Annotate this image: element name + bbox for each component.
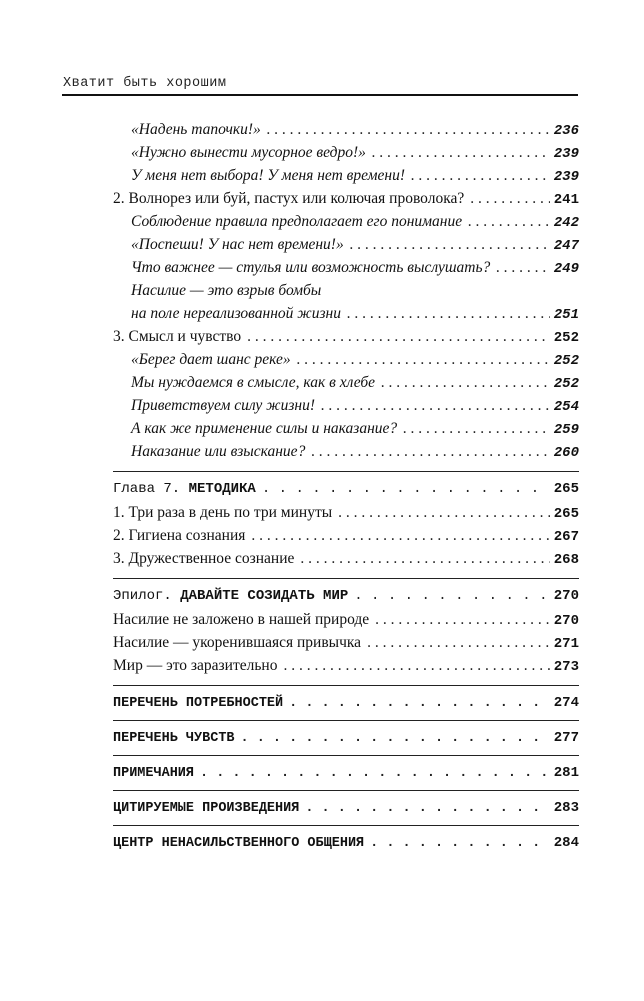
- toc-back-matter-entry[interactable]: [113, 797, 579, 819]
- toc-entry-page: 267: [553, 529, 579, 545]
- section-divider: [113, 790, 579, 791]
- dot-leader: [372, 142, 550, 164]
- toc-entry-title: ПЕРЕЧЕНЬ ПОТРЕБНОСТЕЙ: [113, 696, 284, 711]
- toc-part-entry[interactable]: [113, 525, 579, 547]
- toc-entry[interactable]: [131, 372, 579, 394]
- section-divider: [113, 685, 579, 686]
- toc-entry-title: 3. Смысл и чувство: [113, 328, 242, 345]
- dot-leader: [297, 349, 550, 371]
- toc-entry-page: 254: [553, 399, 579, 415]
- toc-entry-title: ПЕРЕЧЕНЬ ЧУВСТВ: [113, 731, 235, 746]
- dot-leader: [241, 728, 550, 750]
- toc-part-entry[interactable]: [113, 632, 579, 654]
- toc-entry-page: 270: [553, 588, 579, 604]
- section-divider: [113, 471, 579, 472]
- toc-entry-title: А как же применение силы и наказание?: [131, 420, 398, 437]
- toc-back-matter-entry[interactable]: [113, 832, 579, 854]
- toc-entry-title: Мы нуждаемся в смысле, как в хлебе: [131, 374, 376, 391]
- dot-leader: [289, 693, 550, 715]
- dot-leader: [468, 211, 550, 233]
- dot-leader: [496, 257, 550, 279]
- toc-chapter-title: [113, 585, 348, 607]
- toc-entry[interactable]: [131, 418, 579, 440]
- dot-leader: [300, 548, 549, 570]
- header-rule: [62, 94, 578, 96]
- dot-leader: [262, 478, 550, 500]
- toc-entry-title: 2. Волнорез или буй, пастух или колючая проволока?: [113, 190, 465, 207]
- toc-entry-title: 1. Три раза в день по три минуты: [113, 504, 333, 521]
- toc-entry-page: 281: [553, 765, 579, 781]
- toc-entry-title: на поле нереализованной жизни: [131, 305, 341, 322]
- toc-chapter-entry[interactable]: [113, 478, 579, 500]
- toc-entry-title: «Поспеши! У нас нет времени!»: [131, 236, 344, 253]
- running-header: Хватит быть хорошим: [63, 76, 227, 91]
- section-divider: [113, 755, 579, 756]
- toc-entry[interactable]: [131, 119, 579, 141]
- toc-entry-page: 265: [553, 481, 579, 497]
- toc-entry[interactable]: [131, 234, 579, 256]
- toc-entry-page: 265: [553, 506, 579, 522]
- toc-entry-page: 270: [553, 613, 579, 629]
- toc-part-entry[interactable]: [113, 326, 579, 348]
- toc-entry-page: 239: [553, 146, 579, 162]
- dot-leader: [375, 609, 550, 631]
- toc-part-entry[interactable]: [113, 188, 579, 210]
- toc-entry-page: 242: [553, 215, 579, 231]
- toc-entry-page: 241: [553, 192, 579, 208]
- toc-entry-title: Наказание или взыскание?: [131, 443, 306, 460]
- toc-entry-page: 277: [553, 730, 579, 746]
- toc-entry-page: 247: [553, 238, 579, 254]
- toc-entry-title: Соблюдение правила предполагает его понимание: [131, 213, 463, 230]
- toc-entry-page: 236: [553, 123, 579, 139]
- dot-leader: [411, 165, 550, 187]
- dot-leader: [367, 632, 550, 654]
- toc-entry-page: 273: [553, 659, 579, 675]
- toc-entry-title: 3. Дружественное сознание: [113, 550, 295, 567]
- dot-leader: [321, 395, 550, 417]
- chapter-name: МЕТОДИКА: [188, 481, 256, 497]
- dot-leader: [200, 763, 550, 785]
- toc-entry[interactable]: [131, 165, 579, 187]
- toc-entry-title: Что важнее — стулья или возможность выслушать?: [131, 259, 491, 276]
- toc-chapter-title: [113, 478, 256, 500]
- dot-leader: [403, 418, 550, 440]
- chapter-label: Глава 7.: [113, 481, 181, 497]
- toc-entry-page: 252: [553, 376, 579, 392]
- toc-entry[interactable]: [131, 257, 579, 279]
- dot-leader: [251, 525, 549, 547]
- toc-entry-page: 260: [553, 445, 579, 461]
- section-divider: [113, 578, 579, 579]
- toc-entry-title: ЦЕНТР НЕНАСИЛЬСТВЕННОГО ОБЩЕНИЯ: [113, 836, 365, 851]
- dot-leader: [305, 798, 549, 820]
- toc-entry-title: Приветствуем силу жизни!: [131, 397, 315, 414]
- toc-entry[interactable]: [131, 303, 579, 325]
- toc-part-entry[interactable]: [113, 548, 579, 570]
- toc-entry[interactable]: [131, 142, 579, 164]
- toc-entry[interactable]: [131, 395, 579, 417]
- section-divider: [113, 720, 579, 721]
- chapter-name: ДАВАЙТЕ СОЗИДАТЬ МИР: [180, 588, 349, 604]
- dot-leader: [311, 441, 549, 463]
- toc-entry-page: 249: [553, 261, 579, 277]
- dot-leader: [470, 188, 550, 210]
- toc-back-matter-entry[interactable]: [113, 692, 579, 714]
- toc-part-entry[interactable]: [113, 655, 579, 677]
- toc-chapter-entry[interactable]: [113, 585, 579, 607]
- toc-entry-page: 252: [553, 353, 579, 369]
- dot-leader: [338, 502, 550, 524]
- chapter-label: Эпилог.: [113, 588, 172, 604]
- toc-entry-page: 259: [553, 422, 579, 438]
- dot-leader: [354, 585, 550, 607]
- dot-leader: [247, 326, 550, 348]
- toc-entry-title: «Нужно вынести мусорное ведро!»: [131, 144, 366, 161]
- toc-entry-title: Мир — это заразительно: [113, 657, 278, 674]
- toc-entry-page: 283: [553, 800, 579, 816]
- toc-entry-page: 239: [553, 169, 579, 185]
- toc-entry[interactable]: [131, 211, 579, 233]
- toc-entry-page: 274: [553, 695, 579, 711]
- toc-part-entry[interactable]: [113, 609, 579, 631]
- toc-entry-title-line[interactable]: Насилие — это взрыв бомбы: [131, 282, 322, 299]
- dot-leader: [381, 372, 550, 394]
- toc-entry-title: Насилие — укоренившаяся привычка: [113, 634, 362, 651]
- toc-entry-title: Насилие не заложено в нашей природе: [113, 611, 370, 628]
- toc-entry-page: 271: [553, 636, 579, 652]
- dot-leader: [350, 234, 550, 256]
- toc-entry-title: ПРИМЕЧАНИЯ: [113, 766, 195, 781]
- toc-entry-title: У меня нет выбора! У меня нет времени!: [131, 167, 406, 184]
- toc-entry[interactable]: [131, 349, 579, 371]
- toc-entry-title: 2. Гигиена сознания: [113, 527, 246, 544]
- toc-part-entry[interactable]: [113, 502, 579, 524]
- section-divider: [113, 825, 579, 826]
- toc-entry-title: «Надень тапочки!»: [131, 121, 261, 138]
- dot-leader: [347, 303, 550, 325]
- toc-back-matter-entry[interactable]: [113, 727, 579, 749]
- toc-entry-title: «Берег дает шанс реке»: [131, 351, 291, 368]
- toc-entry-page: 268: [553, 552, 579, 568]
- dot-leader: [283, 655, 549, 677]
- dot-leader: [370, 833, 550, 855]
- toc-entry-title: ЦИТИРУЕМЫЕ ПРОИЗВЕДЕНИЯ: [113, 801, 300, 816]
- dot-leader: [267, 119, 550, 141]
- toc-entry-page: 251: [553, 307, 579, 323]
- toc-entry[interactable]: [131, 441, 579, 463]
- toc-entry-page: 284: [553, 835, 579, 851]
- toc-back-matter-entry[interactable]: [113, 762, 579, 784]
- toc-entry-page: 252: [553, 330, 579, 346]
